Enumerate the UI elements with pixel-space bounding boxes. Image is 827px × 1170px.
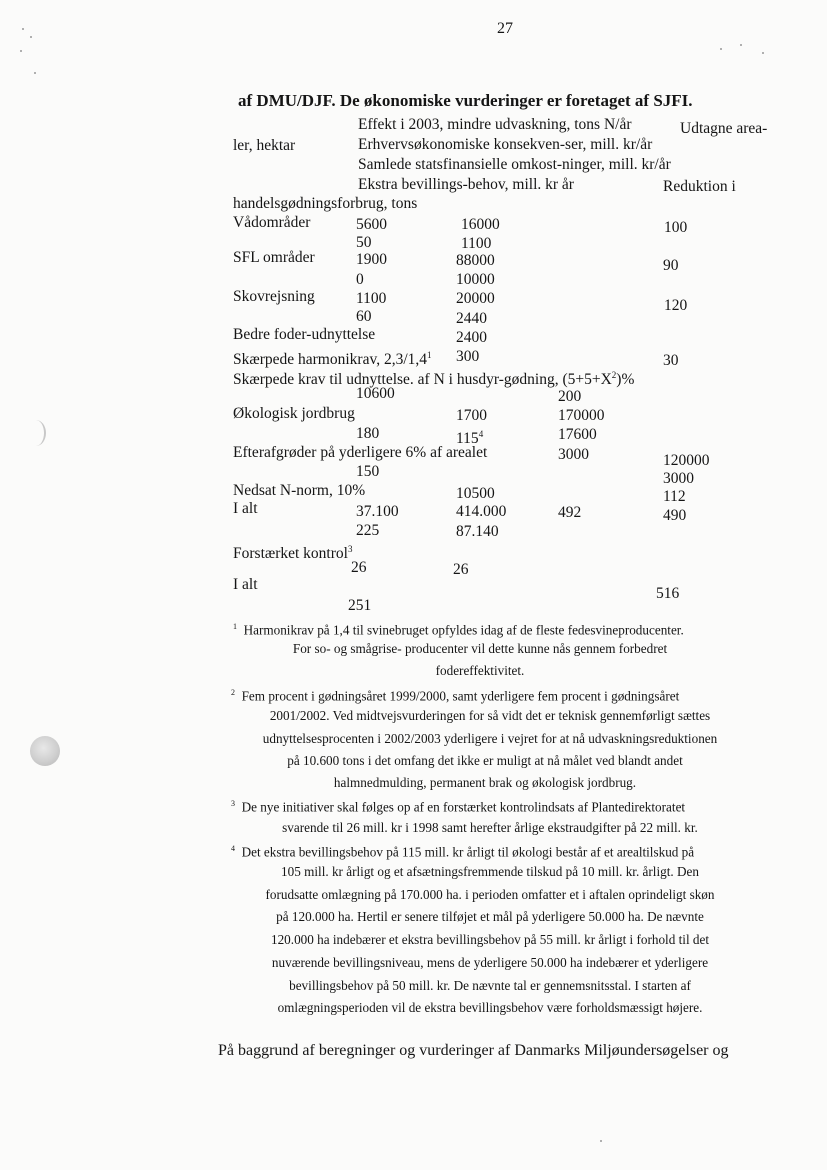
footnote-4-line: $^4$ Det ekstra bevillingsbehov på 115 mill. kr årligt til økologi består af et arealtilskud på [231,844,695,860]
row-label: Forstærket kontrol$^3$ [233,544,353,563]
footnote-4-line: bevillingsbehov på 50 mill. kr. De nævnte tal er gennemsnitsstal. I starten af [289,978,691,993]
footnote-2-line: på 10.600 tons i det omfang det ikke er muligt at nå målet ved blandt andet [287,753,683,768]
cell: 1100 [356,290,387,307]
cell: $115^4$ [456,429,484,448]
cell: 20000 [456,290,495,307]
row-label: Bedre foder-udnyttelse [233,326,376,343]
cell: 26 [453,561,469,578]
body-paragraph: På baggrund af beregninger og vurderinger af Danmarks Miljøundersøgelser og [218,1042,729,1059]
row-label: Nedsat N-norm, 10% [233,482,366,499]
cell: 100 [664,219,688,236]
cell: 10600 [356,385,395,402]
footnote-2-line: 2001/2002. Ved midtvejsvurderingen for så vidt det er teknisk gennemførligt sættes [269,708,711,723]
cell: 37.100 [356,503,399,520]
footnote-2-line: $^2$ Fem procent i gødningsåret 1999/2000, samt yderligere fem procent i gødningsåret [231,688,680,704]
footnote-3-line: svarende til 26 mill. kr i 1998 samt herefter årlige ekstraudgifter på 22 mill. kr. [282,820,698,835]
footnote-4-line: på 120.000 ha. Hertil er senere tilføjet et mål på yderligere 50.000 ha. De nævnte [276,909,704,924]
punch-hole [30,736,60,766]
row-label: I alt [233,500,258,517]
row-label: Økologisk jordbrug [233,405,355,422]
header-erhverv: Erhvervsøkonomiske konsekven-ser, mill. kr/år [358,136,653,153]
row-label: SFL områder [233,249,315,266]
scan-speck [34,72,36,74]
cell: 516 [656,585,680,602]
cell: 180 [356,425,380,442]
header-reduktion: Reduktion i [663,178,736,195]
footnote-4-line: omlægningsperioden vil de ekstra bevillingsbehov være forholdsmæssigt højere. [277,1000,703,1015]
scan-speck [600,1140,602,1142]
cell: 10000 [456,271,495,288]
cell: 3000 [663,470,694,487]
footnote-1-line: For so- og smågrise- producenter vil dette kunne nås gennem forbedret [292,641,668,656]
cell: 1700 [456,407,487,424]
header-samlede: Samlede statsfinansielle omkost-ninger, mill. kr/år [358,156,671,173]
cell: 225 [356,522,380,539]
header-udtagne-cont: ler, hektar [233,137,296,154]
cell: 490 [663,507,687,524]
cell: 1900 [356,251,387,268]
cell: 1100 [461,235,492,252]
header-effekt: Effekt i 2003, mindre udvaskning, tons N/år [358,116,632,133]
header-reduktion-cont: handelsgødningsforbrug, tons [233,195,418,212]
cell: 2440 [456,310,487,327]
cell: 300 [456,348,480,365]
cell: 170000 [558,407,605,424]
cell: 0 [356,271,364,288]
row-label: Vådområder [233,214,311,231]
cell: 5600 [356,216,387,233]
cell: 87.140 [456,523,499,540]
cell: 251 [348,597,372,614]
cell: 16000 [461,216,500,233]
scan-speck [720,48,722,50]
footnote-1-line: fodereffektivitet. [435,663,525,678]
cell: 120 [664,297,688,314]
footnote-4-line: 105 mill. kr årligt og et afsætningsfremmende tilskud på 10 mill. kr. årligt. Den [281,864,699,879]
cell: 26 [351,559,367,576]
cell: 414.000 [456,503,507,520]
cell: 2400 [456,329,487,346]
scan-speck [740,44,742,46]
scan-speck [762,52,764,54]
scan-speck [30,36,32,38]
footnote-4-line: nuværende bevillingsniveau, mens de yderligere 50.000 ha indebærer et yderligere [271,955,709,970]
footnote-1-line: $^1$ Harmonikrav på 1,4 til svinebruget opfyldes idag af de fleste fedesvineproducenter. [233,622,684,638]
header-udtagne: Udtagne area- [680,120,768,137]
cell: 10500 [456,485,495,502]
row-label: Skærpede krav til udnyttelse. af N i husdyr-gødning, $(5+5+X^2)\%$ [233,370,635,389]
scan-speck [22,28,24,30]
cell: 112 [663,488,686,505]
section-heading: af DMU/DJF. De økonomiske vurderinger er foretaget af SJFI. [238,91,693,110]
cell: 88000 [456,252,495,269]
row-label: Skovrejsning [233,288,315,305]
cell: 90 [663,257,679,274]
cell: 200 [558,388,582,405]
cell: 120000 [663,452,710,469]
footnote-2-line: halmnedmulding, permanent brak og økologisk jordbrug. [333,775,637,790]
row-label: Efterafgrøder på yderligere 6% af arealet [233,444,488,461]
cell: 150 [356,463,380,480]
cell: 30 [663,352,679,369]
row-label: I alt [233,576,258,593]
cell: 17600 [558,426,597,443]
footnote-4-line: forudsatte omlægning på 170.000 ha. i perioden omfatter et i aftalen oprindeligt skøn [265,887,715,902]
cell: 50 [356,234,372,251]
row-label: Skærpede harmonikrav, $2,3/1,4^1$ [233,350,432,369]
header-ekstra: Ekstra bevillings-behov, mill. kr år [358,176,574,193]
footnote-2-line: udnyttelsesprocenten i 2002/2003 yderligere i vejret for at nå udvaskningsreduktionen [262,731,718,746]
cell: 492 [558,504,582,521]
footnote-4-line: 120.000 ha indebærer et ekstra bevillingsbehov på 55 mill. kr årligt i forhold til det [270,932,710,947]
cell: 3000 [558,446,589,463]
page-number: 27 [497,20,513,37]
binding-mark [26,420,46,446]
cell: 60 [356,308,372,325]
footnote-3-line: $^3$ De nye initiativer skal følges op af en forstærket kontrolindsats af Plantedirektoratet [231,799,686,815]
scan-speck [20,50,22,52]
